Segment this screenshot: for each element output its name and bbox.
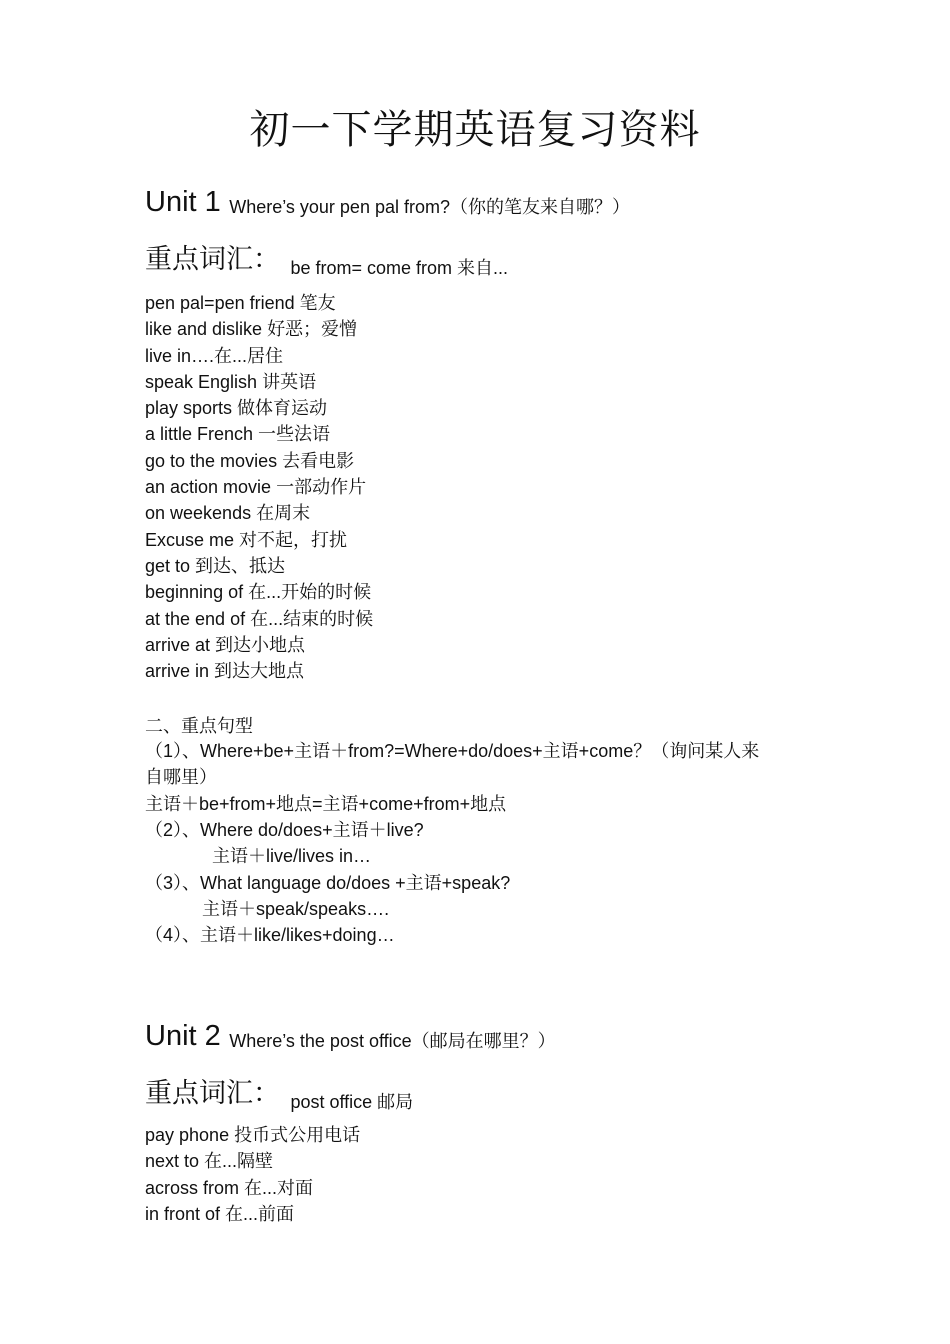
unit1-vocab-label: 重点词汇：: [145, 244, 280, 275]
vocab-item: like and dislike 好恶；爱憎: [145, 319, 358, 340]
vocab-item: in front of 在...前面: [145, 1203, 295, 1224]
unit1-label: Unit 1: [145, 186, 221, 218]
vocab-item: a little French 一些法语: [145, 424, 331, 445]
vocab-item: speak English 讲英语: [145, 371, 317, 392]
vocab-item: Excuse me 对不起，打扰: [145, 529, 348, 550]
unit2-label: Unit 2: [145, 1020, 221, 1052]
vocab-item: live in….在...居住: [145, 345, 284, 366]
vocab-item: arrive in 到达大地点: [145, 661, 305, 682]
unit1-vocab-heading: [145, 237, 508, 276]
vocab-item: arrive at 到达小地点: [145, 634, 306, 655]
vocab-item: pay phone 投币式公用电话: [145, 1125, 361, 1145]
vocab-item: beginning of 在...开始的时候: [145, 582, 372, 603]
unit2-heading: [145, 1020, 556, 1053]
unit1-vocab-list: [145, 290, 373, 684]
pattern-line: （1）、Where+be+主语＋from?=Where+do/does+主语+come？（询问某人来: [145, 741, 760, 761]
vocab-item: at the end of 在...结束的时候: [145, 608, 374, 629]
unit1-heading: [145, 186, 630, 219]
vocab-item: pen pal=pen friend 笔友: [145, 293, 336, 313]
pattern-line: 主语＋be+from+地点=主语+come+from+地点: [145, 794, 507, 814]
pattern-line: （3）、What language do/does +主语+speak?: [145, 873, 511, 893]
pattern-line: 主语＋speak/speaks….: [202, 899, 390, 919]
vocab-item: play sports 做体育运动: [145, 398, 328, 419]
unit1-description: Where’s your pen pal from?（你的笔友来自哪？）: [229, 197, 630, 217]
unit2-vocab-list: [145, 1122, 360, 1227]
vocab-item: go to the movies 去看电影: [145, 450, 355, 471]
document-title: 初一下学期英语复习资料: [249, 107, 701, 153]
vocab-item: an action movie 一部动作片: [145, 477, 367, 498]
vocab-item: get to 到达、抵达: [145, 555, 286, 576]
unit2-vocab-label: 重点词汇：: [145, 1078, 280, 1109]
vocab-item: on weekends 在周末: [145, 503, 311, 524]
vocab-item: next to 在...隔壁: [145, 1151, 274, 1172]
pattern-line: 自哪里）: [145, 767, 217, 787]
pattern-line: （2）、Where do/does+主语＋live?: [145, 820, 424, 840]
unit2-description: Where’s the post office（邮局在哪里？）: [229, 1031, 556, 1051]
pattern-line: （4）、主语＋like/likes+doing…: [145, 925, 395, 945]
unit1-vocab-first: be from= come from 来自...: [290, 258, 509, 278]
pattern-line: 主语＋live/lives in…: [212, 846, 372, 866]
unit1-patterns-title: 二、重点句型: [145, 716, 253, 736]
unit2-vocab-heading: [145, 1071, 413, 1110]
vocab-item: across from 在...对面: [145, 1177, 314, 1198]
unit2-vocab-first: post office 邮局: [290, 1092, 414, 1112]
